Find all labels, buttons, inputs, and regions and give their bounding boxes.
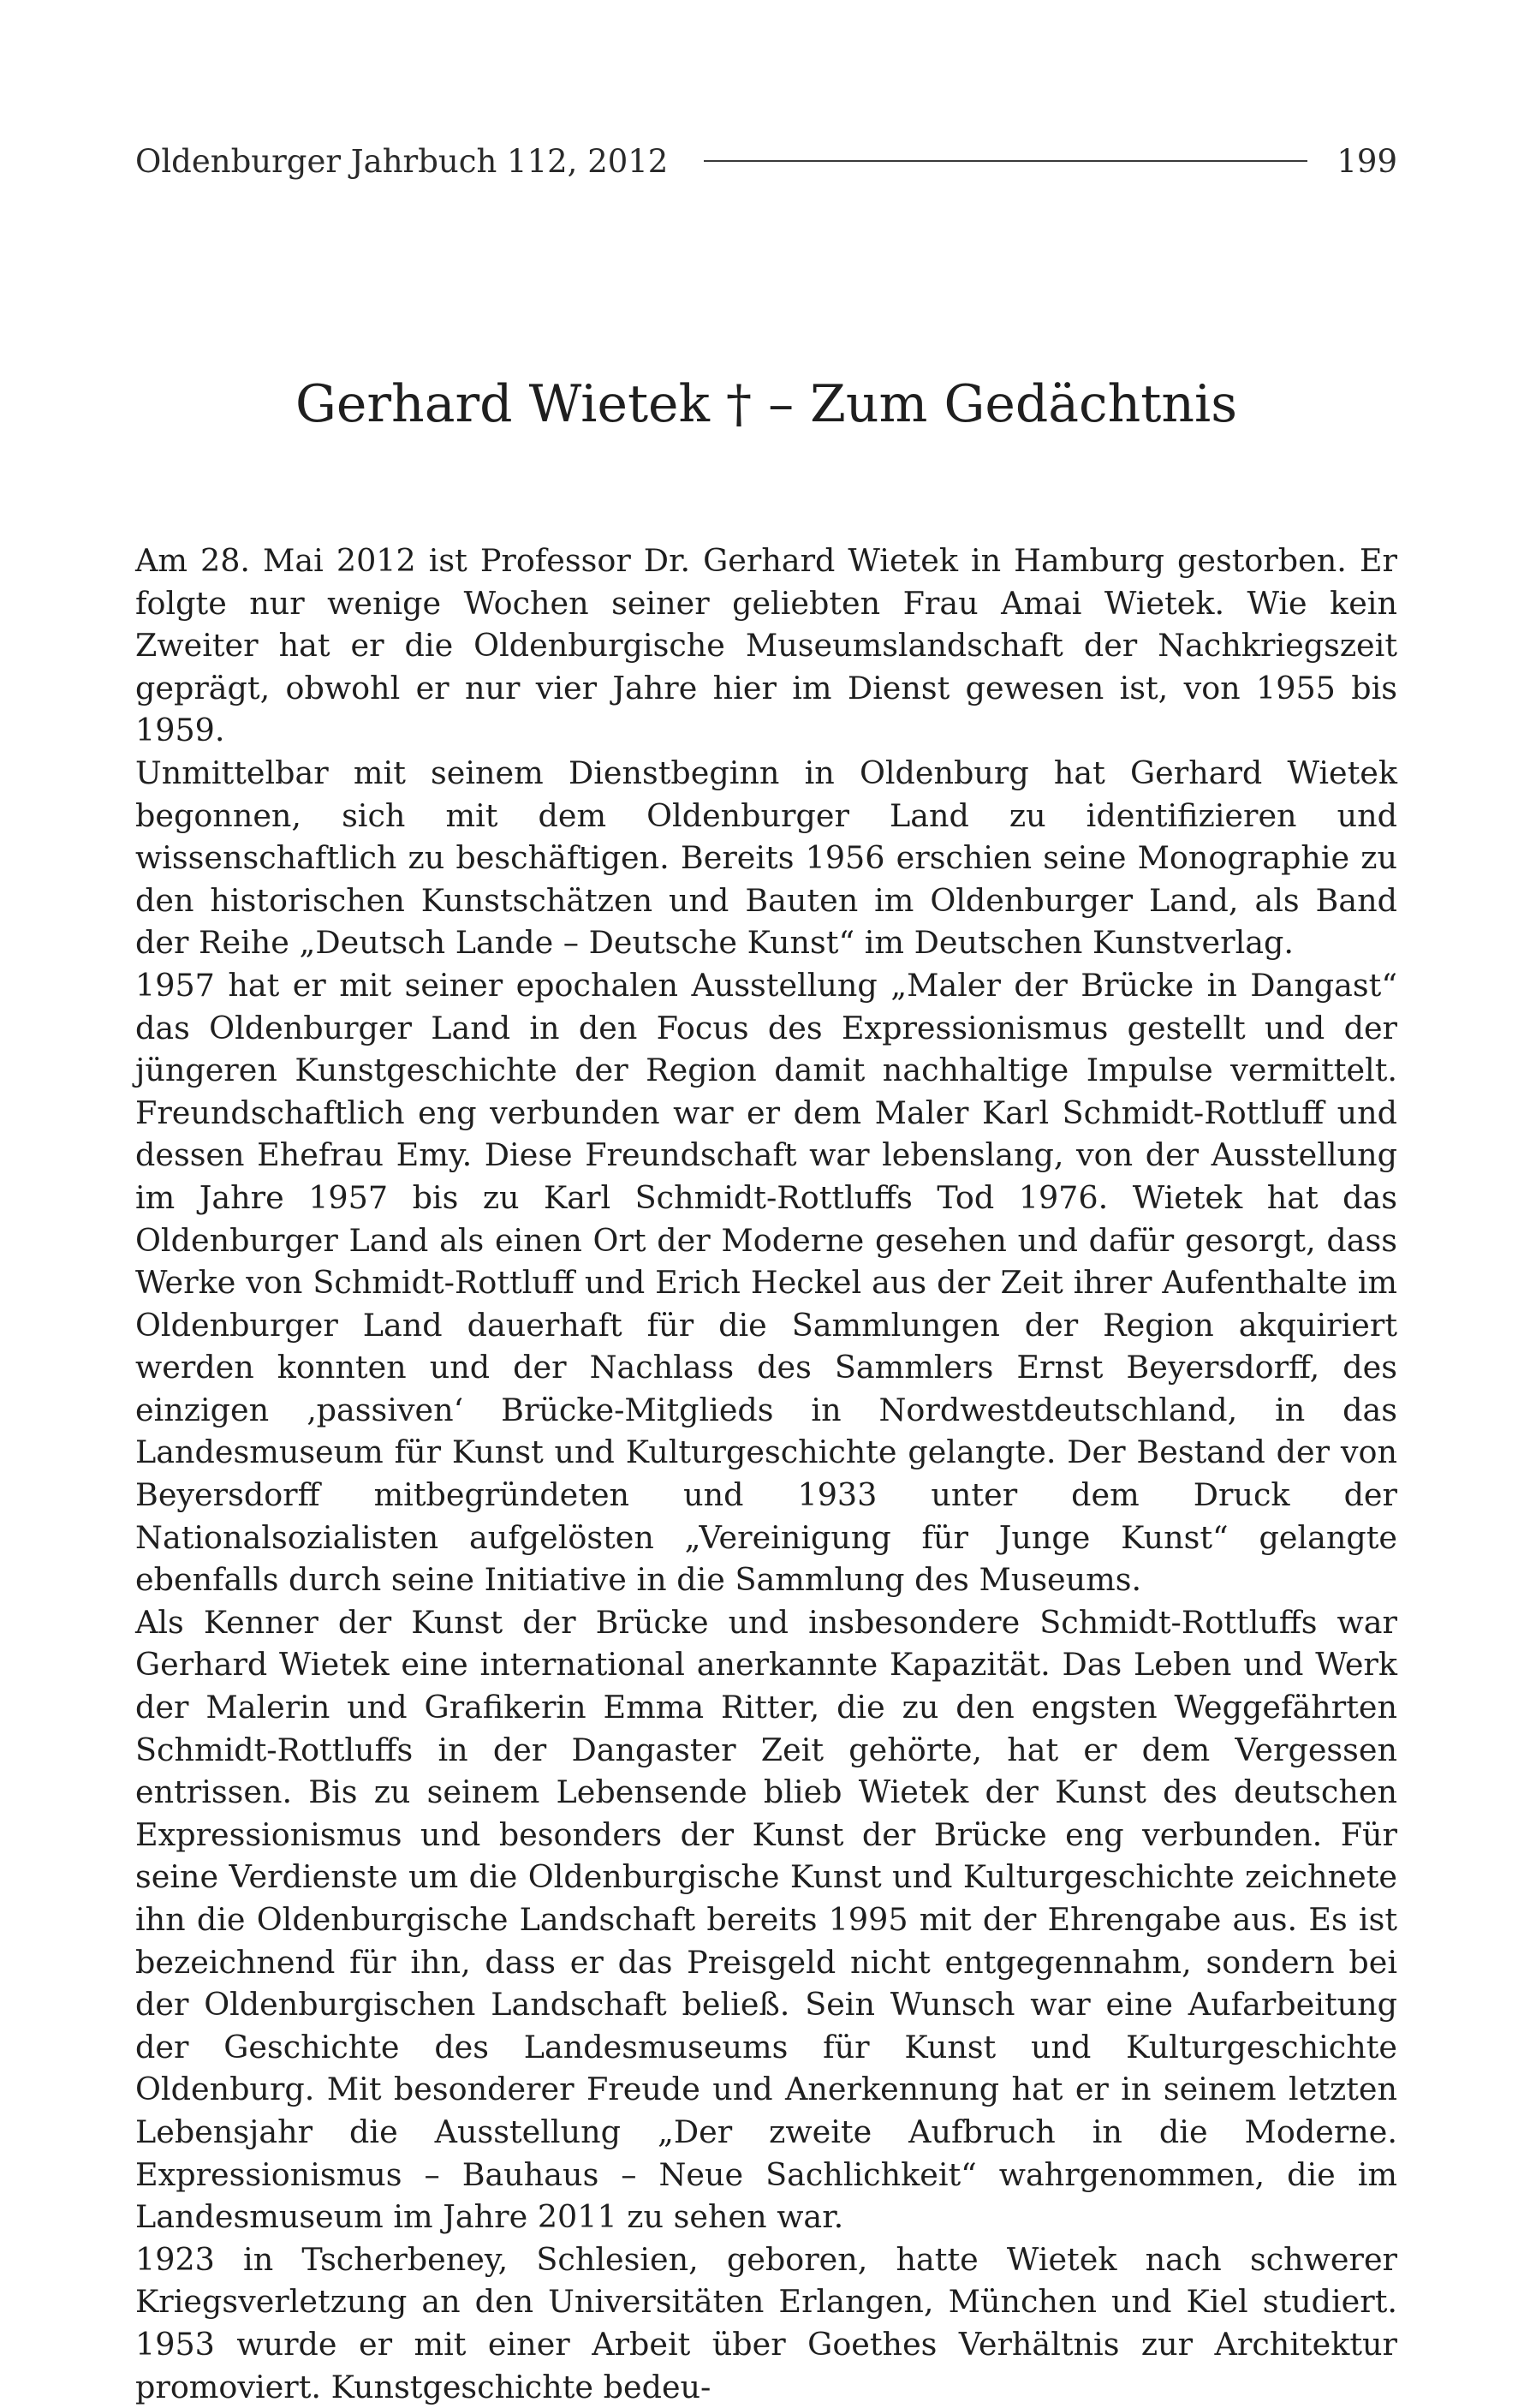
paragraph-1: Am 28. Mai 2012 ist Professor Dr. Gerhard Wietek in Hamburg gestorben. Er folgte nur wenige Wochen seiner geliebten Frau Amai Wietek. Wie kein Zweiter hat er die Oldenburgische Museumslandschaft der Nachkriegszeit geprägt, obwohl er nur vier Jahre hier im Dienst gewesen ist, von 1955 bis 1959. <box>135 542 1397 749</box>
paragraph-2: Unmittelbar mit seinem Dienstbeginn in Oldenburg hat Gerhard Wietek begonnen, sich mit dem Oldenburger Land zu identifizieren und wissenschaftlich zu beschäftigen. Bereits 1956 erschien seine Monographie zu den historischen Kunstschätzen und Bauten im Oldenburger Land, als Band der Reihe „Deutsch Lande – Deutsche Kunst“ im Deutschen Kunstverlag. <box>135 754 1397 962</box>
paragraph-4: Als Kenner der Kunst der Brücke und insbesondere Schmidt-Rottluffs war Gerhard Wietek eine international anerkannte Kapazität. Das Leben und Werk der Malerin und Grafikerin Emma Ritter, die zu den engsten Weggefährten Schmidt-Rottluffs in der Dangaster Zeit gehörte, hat er dem Vergessen entrissen. Bis zu seinem Lebensende blieb Wietek der Kunst des deutschen Expressionismus und besonders der Kunst der Brücke eng verbunden. Für seine Verdienste um die Oldenburgische Kunst und Kulturgeschichte zeichnete ihn die Oldenburgische Landschaft bereits 1995 mit der Ehrengabe aus. Es ist bezeichnend für ihn, dass er das Preisgeld nicht entgegennahm, sondern bei der Oldenburgischen Landschaft beließ. Sein Wunsch war eine Aufarbeitung der Geschichte des Landesmuseums für Kunst und Kulturgeschichte Oldenburg. Mit besonderer Freude und Anerkennung hat er in seinem letzten Lebensjahr die Ausstellung „Der zweite Aufbruch in die Moderne. Expressionismus – Bauhaus – Neue Sachlichkeit“ wahrgenommen, die im Landesmuseum im Jahre 2011 zu sehen war. <box>135 1603 1397 2236</box>
header-rule <box>704 160 1307 162</box>
paragraph-5: 1923 in Tscherbeney, Schlesien, geboren, hatte Wietek nach schwerer Kriegsverletzung an den Universitäten Erlangen, München und Kiel studiert. 1953 wurde er mit einer Arbeit über Goethes Verhältnis zur Architektur promoviert. Kunstgeschichte bedeu- <box>135 2240 1397 2405</box>
page-number: 199 <box>1337 142 1397 180</box>
running-head <box>135 139 1397 183</box>
article-body <box>135 539 1397 2408</box>
paragraph-3: 1957 hat er mit seiner epochalen Ausstellung „Maler der Brücke in Dangast“ das Oldenburger Land in den Focus des Expressionismus gestellt und der jüngeren Kunstgeschichte der Region damit nachhaltige Impulse vermittelt. Freundschaftlich eng verbunden war er dem Maler Karl Schmidt-Rottluff und dessen Ehefrau Emy. Diese Freundschaft war lebenslang, von der Ausstellung im Jahre 1957 bis zu Karl Schmidt-Rottluffs Tod 1976. Wietek hat das Oldenburger Land als einen Ort der Moderne gesehen und dafür gesorgt, dass Werke von Schmidt-Rottluff und Erich Heckel aus der Zeit ihrer Aufenthalte im Oldenburger Land dauerhaft für die Sammlungen der Region akquiriert werden konnten und der Nachlass des Sammlers Ernst Beyersdorff, des einzigen ‚passiven‘ Brücke-Mitglieds in Nordwestdeutschland, in das Landesmuseum für Kunst und Kulturgeschichte gelangte. Der Bestand der von Beyersdorff mitbegründeten und 1933 unter dem Druck der Nationalsozialisten aufgelösten „Vereinigung für Junge Kunst“ gelangte ebenfalls durch seine Initiative in die Sammlung des Museums. <box>135 966 1397 1599</box>
article-title: Gerhard Wietek † – Zum Gedächtnis <box>295 374 1238 434</box>
journal-citation: Oldenburger Jahrbuch 112, 2012 <box>135 142 669 180</box>
